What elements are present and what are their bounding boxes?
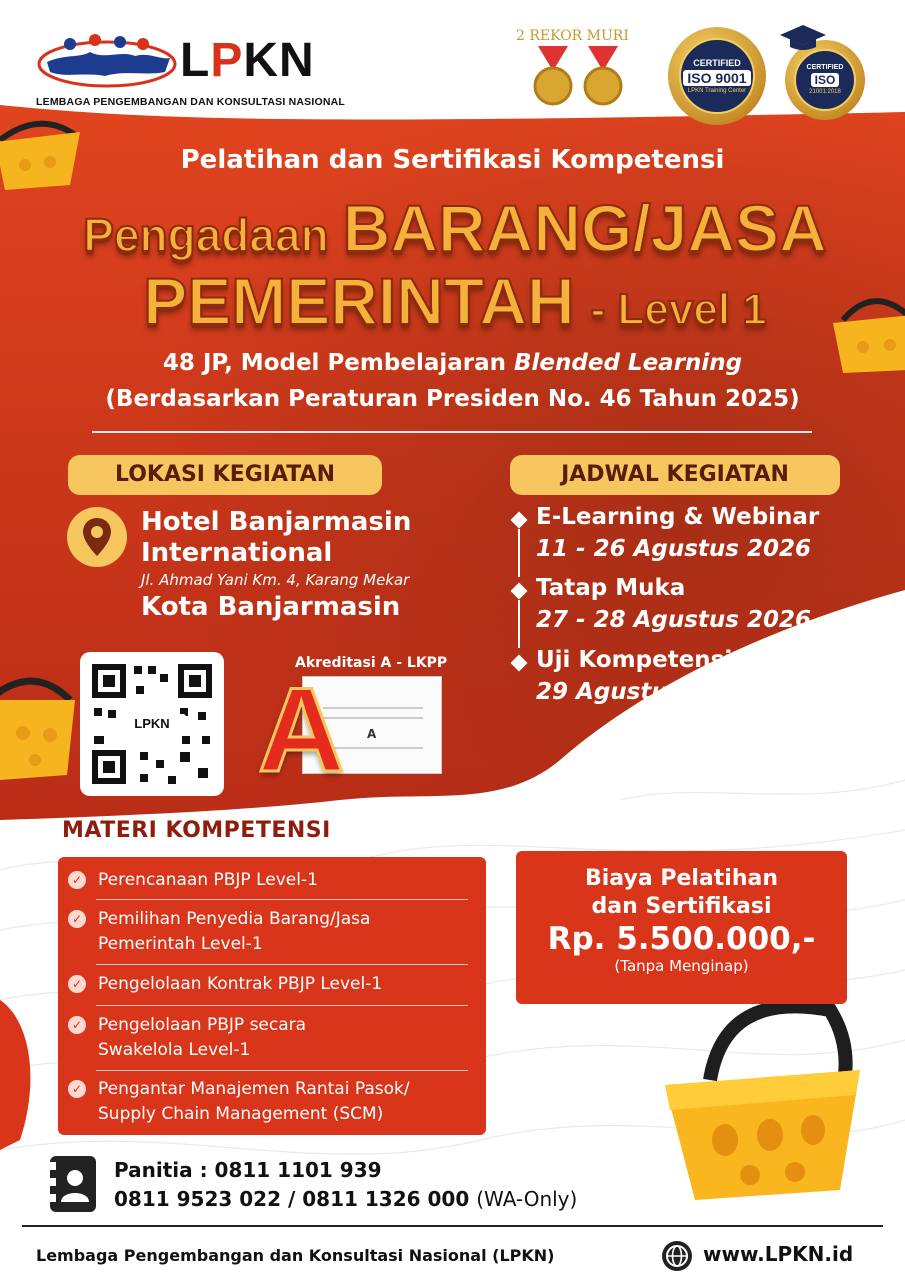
schedule-date-2: 27 - 28 Agustus 2026 <box>536 607 811 633</box>
check-icon: ✓ <box>68 1016 86 1034</box>
subtitle-jp-italic: Blended Learning <box>514 350 743 376</box>
check-icon: ✓ <box>68 910 86 928</box>
biaya-title-2: dan Sertifikasi <box>591 894 772 919</box>
iso-21001-badge <box>785 40 865 120</box>
materi-item-2-line1: Pemilihan Penyedia Barang/Jasa <box>98 909 371 929</box>
lpkn-logo-word: LPKN <box>180 34 315 87</box>
materi-item-2 <box>68 907 476 957</box>
materi-divider <box>96 964 468 965</box>
location-pin-icon <box>66 506 128 568</box>
materi-item-1 <box>68 868 476 893</box>
materi-item-4-line2: Swakelola Level-1 <box>98 1040 251 1060</box>
materi-item-2-line2: Pemerintah Level-1 <box>98 934 263 954</box>
basket-left-icon <box>0 655 80 785</box>
schedule-date-3: 29 Agustus 2026 <box>536 679 754 705</box>
muri-label: 2 REKOR MURI <box>516 28 629 44</box>
check-icon: ✓ <box>68 871 86 889</box>
jadwal-heading: JADWAL KEGIATAN <box>510 455 840 495</box>
materi-item-1-text: Perencanaan PBJP Level-1 <box>98 870 318 890</box>
iso1-top: CERTIFIED <box>693 58 741 68</box>
subtitle-regulation: (Berdasarkan Peraturan Presiden No. 46 Tahun 2025) <box>105 386 800 412</box>
materi-item-5 <box>68 1077 476 1127</box>
iso1-bottom: LPKN Training Center <box>687 88 747 94</box>
contact-numbers: 0811 9523 022 / 0811 1326 000 <box>114 1187 470 1211</box>
schedule-date-1: 11 - 26 Agustus 2026 <box>536 536 811 562</box>
materi-divider <box>96 899 468 900</box>
certificate-grade: A <box>367 727 377 741</box>
materi-list <box>58 857 486 1135</box>
hotel-name-line1: Hotel Banjarmasin <box>141 507 412 537</box>
schedule-title-1: E-Learning & Webinar <box>536 504 820 530</box>
materi-divider <box>96 1070 468 1071</box>
materi-item-5-line1: Pengantar Manajemen Rantai Pasok/ <box>98 1079 410 1099</box>
timeline-line-1 <box>518 529 520 577</box>
akreditasi-label: Akreditasi A - LKPP <box>295 655 448 671</box>
contact-wa-note: (WA-Only) <box>476 1187 578 1211</box>
title-word-pemerintah: PEMERINTAH <box>143 264 575 338</box>
contact-line-2 <box>114 1187 577 1211</box>
basket-bottom-right-icon <box>655 990 875 1205</box>
materi-item-4-line1: Pengelolaan PBJP secara <box>98 1015 307 1035</box>
check-icon: ✓ <box>68 1080 86 1098</box>
biaya-box <box>516 851 847 1004</box>
graduation-cap-icon <box>778 25 828 51</box>
qr-logo-text: LPKN <box>118 714 186 734</box>
iso2-bottom: 21001:2018 <box>809 89 841 96</box>
footer-website-link[interactable]: www.LPKN.id <box>703 1242 854 1266</box>
biaya-note: (Tanpa Menginap) <box>614 957 749 975</box>
contact-line-1: Panitia : 0811 1101 939 <box>114 1158 382 1182</box>
timeline-line-2 <box>518 600 520 648</box>
training-pretitle: Pelatihan dan Sertifikasi Kompetensi <box>180 145 725 175</box>
lpkn-map-logo-icon <box>35 32 180 90</box>
materi-item-3-text: Pengelolaan Kontrak PBJP Level-1 <box>98 974 383 994</box>
materi-heading: MATERI KOMPETENSI <box>62 818 331 843</box>
iso1-main: ISO 9001 <box>683 70 750 86</box>
muri-medals-icon <box>528 46 628 108</box>
akreditasi-grade-a: A <box>258 663 345 797</box>
schedule-title-2: Tatap Muka <box>536 575 686 601</box>
materi-item-3 <box>68 972 476 997</box>
qr-code[interactable] <box>80 652 224 796</box>
iso2-main: ISO <box>811 73 840 87</box>
hotel-name-line2: International <box>141 538 333 568</box>
globe-icon <box>661 1240 693 1272</box>
biaya-title-1: Biaya Pelatihan <box>585 866 778 891</box>
title-line-1 <box>35 190 875 270</box>
title-word-level: - Level 1 <box>590 285 767 334</box>
check-icon: ✓ <box>68 975 86 993</box>
contact-person-icon <box>50 1156 96 1212</box>
materi-item-5-line2: Supply Chain Management (SCM) <box>98 1104 384 1124</box>
iso2-top: CERTIFIED <box>806 64 844 72</box>
title-word-pengadaan: Pengadaan <box>83 209 329 261</box>
title-line-2 <box>35 263 875 343</box>
subtitle-jp <box>0 350 905 376</box>
lpkn-logo-text <box>180 33 315 88</box>
lpkn-subtitle: LEMBAGA PENGEMBANGAN DAN KONSULTASI NASIONAL <box>36 96 346 108</box>
materi-item-4 <box>68 1013 476 1063</box>
hotel-city: Kota Banjarmasin <box>141 592 401 622</box>
materi-divider <box>96 1005 468 1006</box>
iso-9001-badge <box>668 27 766 125</box>
footer-organization: Lembaga Pengembangan dan Konsultasi Nasional (LPKN) <box>36 1246 555 1265</box>
schedule-title-3: Uji Kompetensi <box>536 647 733 673</box>
hotel-address: Jl. Ahmad Yani Km. 4, Karang Mekar <box>141 571 410 589</box>
title-word-barang-jasa: BARANG/JASA <box>342 191 827 265</box>
subtitle-jp-plain: 48 JP, Model Pembelajaran <box>162 350 506 376</box>
biaya-price: Rp. 5.500.000,- <box>547 921 816 957</box>
lokasi-heading: LOKASI KEGIATAN <box>68 455 382 495</box>
